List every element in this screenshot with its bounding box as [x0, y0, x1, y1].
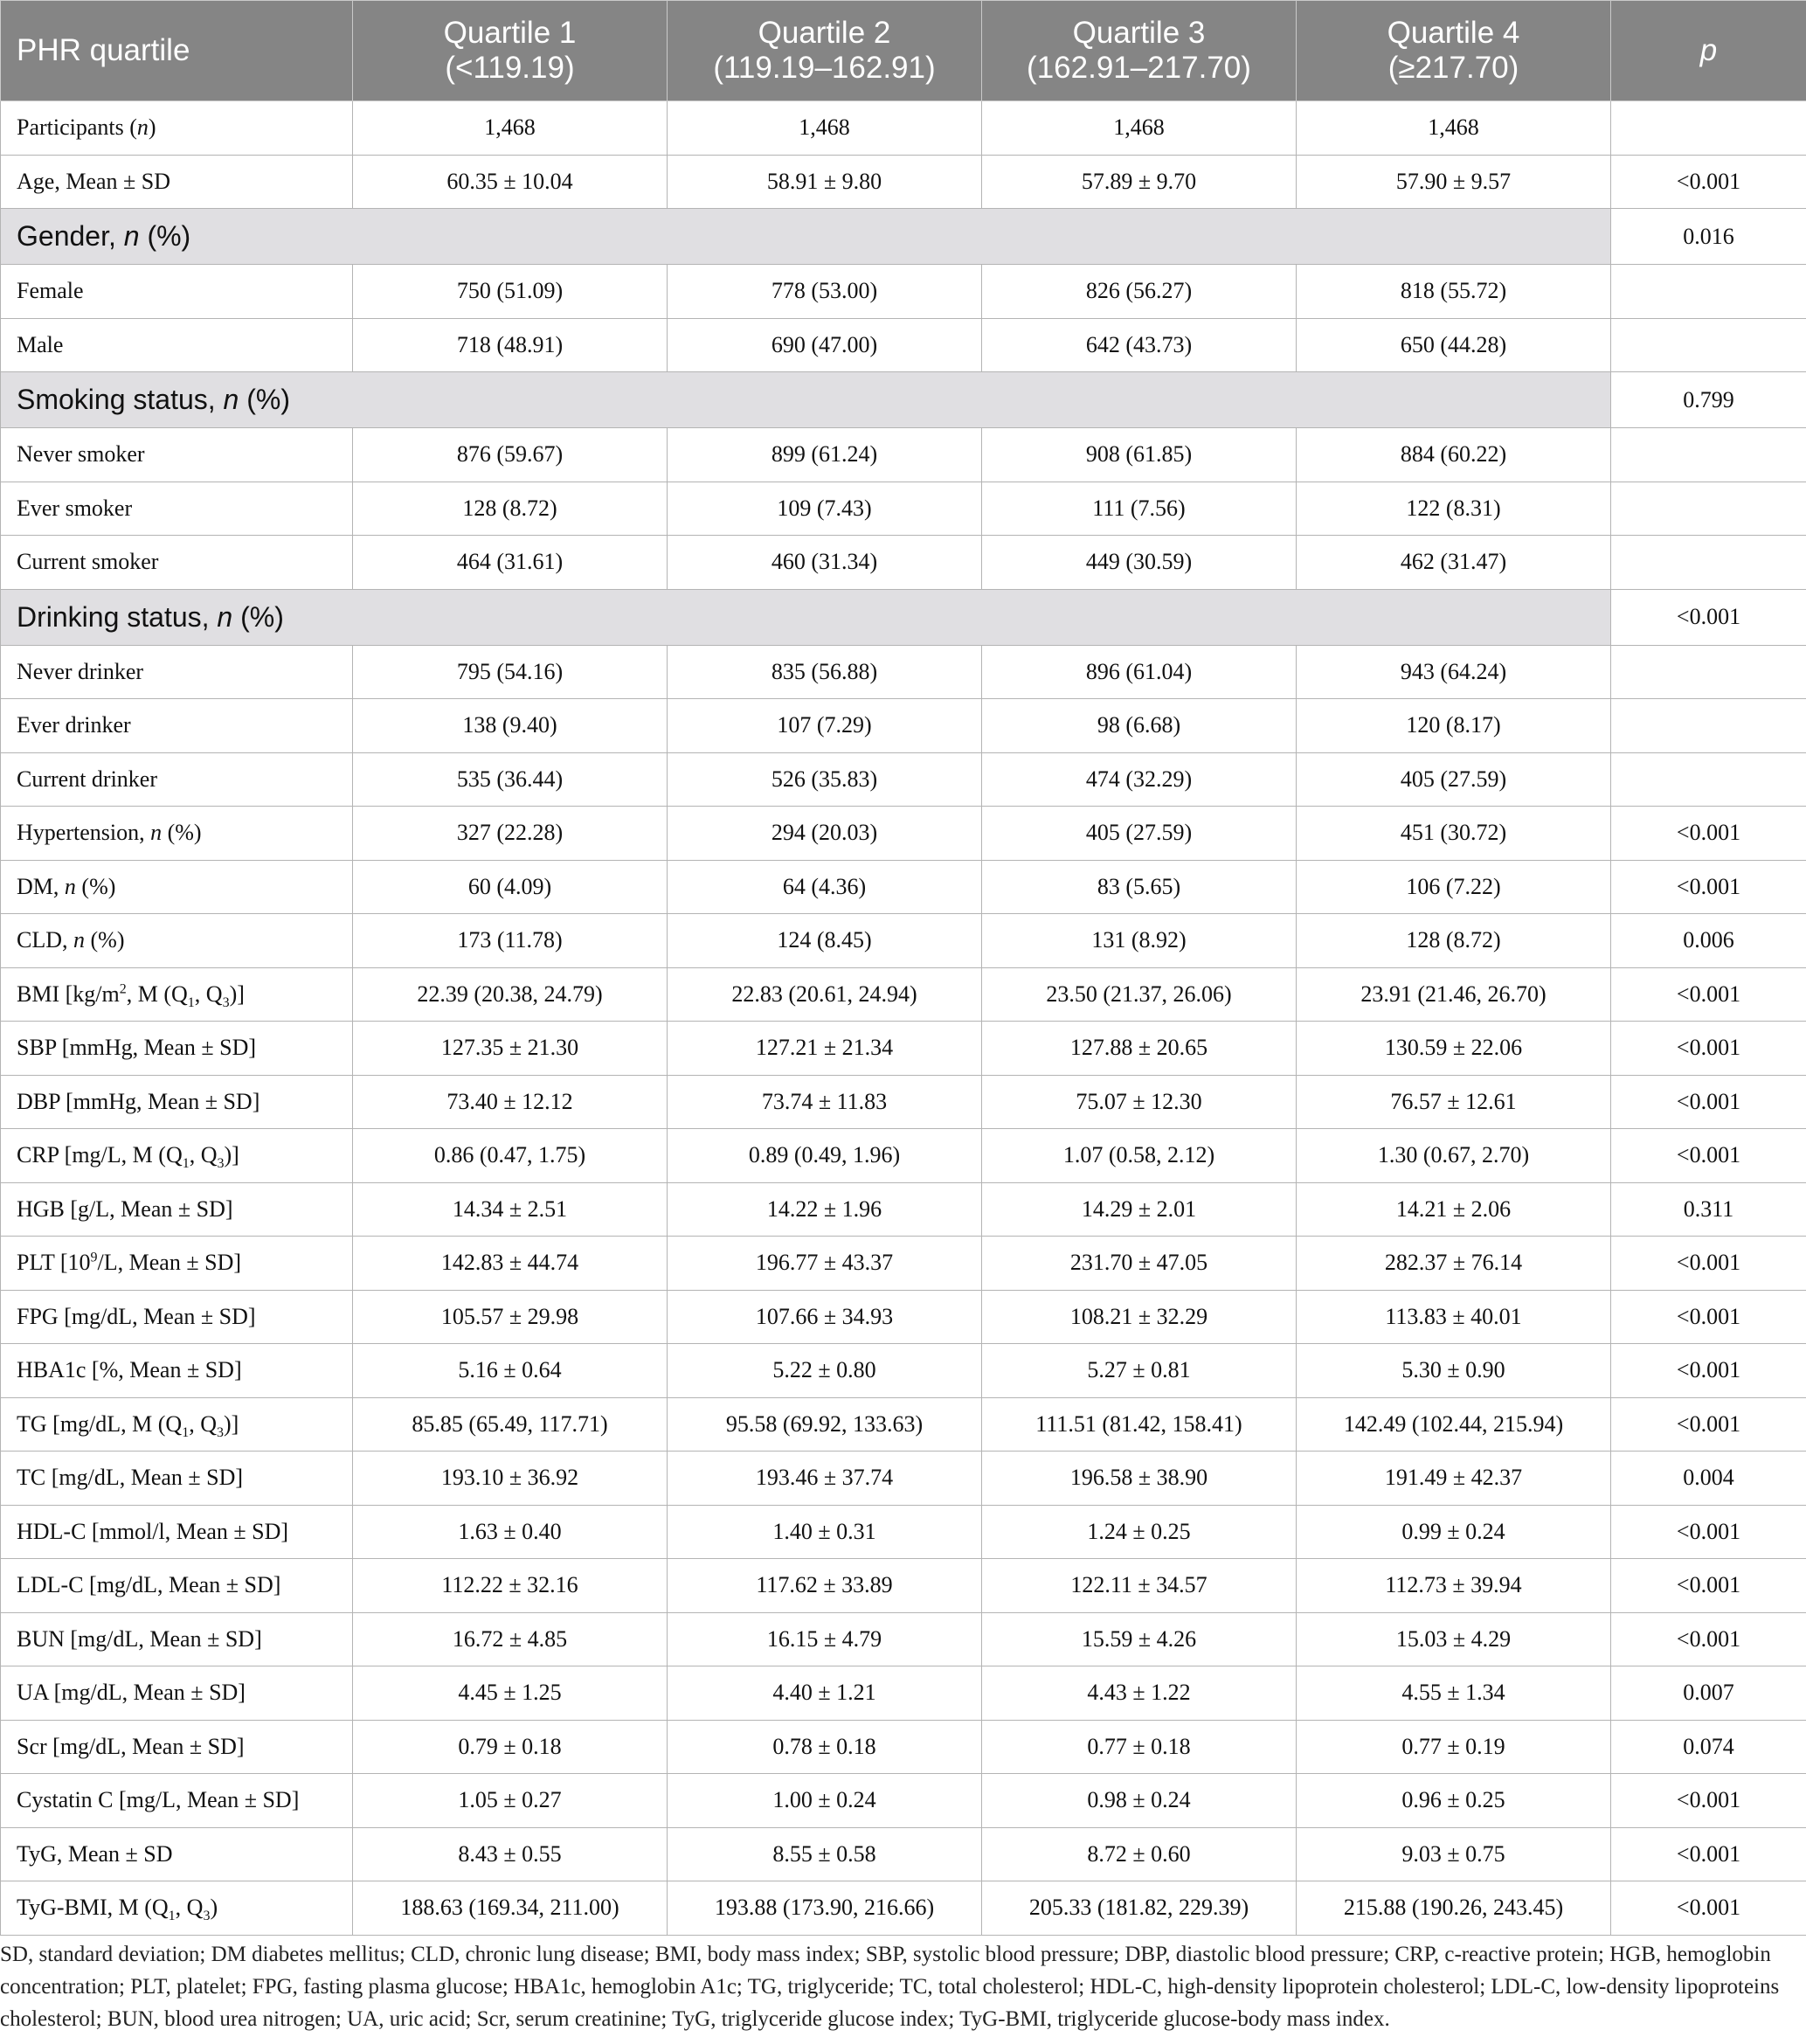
p-value-cell: <0.001	[1611, 1612, 1806, 1666]
quartile-1-cell: 1.63 ± 0.40	[353, 1505, 668, 1559]
table-row	[1, 645, 1806, 699]
table-row	[1, 1290, 1806, 1344]
table-row	[1, 807, 1806, 861]
header-quartile-4	[1297, 1, 1611, 101]
p-value-cell	[1611, 699, 1806, 753]
p-value-cell: <0.001	[1611, 967, 1806, 1022]
quartile-2-cell: 196.77 ± 43.37	[668, 1237, 982, 1291]
header-p-value: p	[1611, 1, 1806, 101]
quartile-3-cell: 231.70 ± 47.05	[982, 1237, 1297, 1291]
row-label: Never smoker	[1, 428, 353, 482]
row-label: LDL-C [mg/dL, Mean ± SD]	[1, 1559, 353, 1613]
header-quartile-1-range: (<119.19)	[445, 51, 575, 85]
header-phr-quartile: PHR quartile	[1, 1, 353, 101]
p-value-cell	[1611, 265, 1806, 319]
quartile-1-cell: 85.85 (65.49, 117.71)	[353, 1397, 668, 1452]
p-value-cell: <0.001	[1611, 1505, 1806, 1559]
row-label: Ever smoker	[1, 482, 353, 536]
quartile-4-cell: 106 (7.22)	[1297, 860, 1611, 914]
quartile-4-cell: 0.99 ± 0.24	[1297, 1505, 1611, 1559]
p-value-cell	[1611, 101, 1806, 156]
quartile-3-cell: 405 (27.59)	[982, 807, 1297, 861]
table-row	[1, 1559, 1806, 1613]
p-value-cell	[1611, 482, 1806, 536]
table-row	[1, 1774, 1806, 1828]
section-row	[1, 589, 1806, 645]
table-row	[1, 265, 1806, 319]
row-label: Age, Mean ± SD	[1, 155, 353, 209]
table-row	[1, 1452, 1806, 1506]
p-value-cell: <0.001	[1611, 860, 1806, 914]
quartile-3-cell: 0.77 ± 0.18	[982, 1720, 1297, 1774]
p-value-cell: <0.001	[1611, 1397, 1806, 1452]
quartile-2-cell: 193.46 ± 37.74	[668, 1452, 982, 1506]
quartile-3-cell: 127.88 ± 20.65	[982, 1022, 1297, 1076]
quartile-1-cell: 16.72 ± 4.85	[353, 1612, 668, 1666]
table-row	[1, 1022, 1806, 1076]
quartile-2-cell: 58.91 ± 9.80	[668, 155, 982, 209]
row-label: DM, n (%)	[1, 860, 353, 914]
quartile-2-cell: 1.00 ± 0.24	[668, 1774, 982, 1828]
quartile-1-cell: 188.63 (169.34, 211.00)	[353, 1881, 668, 1936]
quartile-1-cell: 4.45 ± 1.25	[353, 1666, 668, 1721]
p-value-cell	[1611, 536, 1806, 590]
p-value-cell	[1611, 645, 1806, 699]
quartile-4-cell: 15.03 ± 4.29	[1297, 1612, 1611, 1666]
table-row	[1, 1237, 1806, 1291]
p-value-cell: 0.007	[1611, 1666, 1806, 1721]
quartile-2-cell: 73.74 ± 11.83	[668, 1075, 982, 1129]
row-label: FPG [mg/dL, Mean ± SD]	[1, 1290, 353, 1344]
quartile-2-cell: 117.62 ± 33.89	[668, 1559, 982, 1613]
quartile-1-cell: 795 (54.16)	[353, 645, 668, 699]
table-row	[1, 699, 1806, 753]
p-value-cell: 0.004	[1611, 1452, 1806, 1506]
p-value-cell: <0.001	[1611, 1827, 1806, 1881]
row-label: HBA1c [%, Mean ± SD]	[1, 1344, 353, 1398]
quartile-2-cell: 690 (47.00)	[668, 318, 982, 372]
table-header	[1, 1, 1806, 101]
header-quartile-3	[982, 1, 1297, 101]
header-quartile-3-title: Quartile 3	[1072, 16, 1206, 50]
quartile-3-cell: 15.59 ± 4.26	[982, 1612, 1297, 1666]
row-label: TyG-BMI, M ($Q_1$, $Q_3$)	[1, 1881, 353, 1936]
table-row	[1, 1505, 1806, 1559]
row-label: UA [mg/dL, Mean ± SD]	[1, 1666, 353, 1721]
quartile-3-cell: 122.11 ± 34.57	[982, 1559, 1297, 1613]
quartile-2-cell: 5.22 ± 0.80	[668, 1344, 982, 1398]
table-row	[1, 1827, 1806, 1881]
table-row	[1, 536, 1806, 590]
quartile-3-cell: 83 (5.65)	[982, 860, 1297, 914]
table-row	[1, 318, 1806, 372]
quartile-4-cell: 650 (44.28)	[1297, 318, 1611, 372]
quartile-3-cell: 57.89 ± 9.70	[982, 155, 1297, 209]
p-value-cell: <0.001	[1611, 1075, 1806, 1129]
table-row	[1, 1344, 1806, 1398]
quartile-3-cell: 98 (6.68)	[982, 699, 1297, 753]
quartile-4-cell: 122 (8.31)	[1297, 482, 1611, 536]
row-label: CLD, n (%)	[1, 914, 353, 968]
quartile-4-cell: 215.88 (190.26, 243.45)	[1297, 1881, 1611, 1936]
table-row	[1, 914, 1806, 968]
table-row	[1, 482, 1806, 536]
quartile-1-cell: 14.34 ± 2.51	[353, 1182, 668, 1237]
p-value-cell: <0.001	[1611, 1129, 1806, 1183]
p-value-cell: 0.006	[1611, 914, 1806, 968]
quartile-4-cell: 142.49 (102.44, 215.94)	[1297, 1397, 1611, 1452]
table-row	[1, 1397, 1806, 1452]
quartile-2-cell: 1.40 ± 0.31	[668, 1505, 982, 1559]
quartile-4-cell: 76.57 ± 12.61	[1297, 1075, 1611, 1129]
row-label: SBP [mmHg, Mean ± SD]	[1, 1022, 353, 1076]
p-value-cell: 0.074	[1611, 1720, 1806, 1774]
quartile-3-cell: 474 (32.29)	[982, 752, 1297, 807]
table-row	[1, 1129, 1806, 1183]
p-value-cell: <0.001	[1611, 1344, 1806, 1398]
row-label: Participants (n)	[1, 101, 353, 156]
quartile-3-cell: 23.50 (21.37, 26.06)	[982, 967, 1297, 1022]
table-row	[1, 1881, 1806, 1936]
quartile-4-cell: 1.30 (0.67, 2.70)	[1297, 1129, 1611, 1183]
quartile-3-cell: 111 (7.56)	[982, 482, 1297, 536]
quartile-4-cell: 57.90 ± 9.57	[1297, 155, 1611, 209]
p-value-cell: 0.311	[1611, 1182, 1806, 1237]
header-quartile-2-range: (119.19–162.91)	[713, 51, 936, 85]
p-value-cell: <0.001	[1611, 155, 1806, 209]
p-value-cell: <0.001	[1611, 1774, 1806, 1828]
quartile-3-cell: 0.98 ± 0.24	[982, 1774, 1297, 1828]
table-row	[1, 860, 1806, 914]
row-label: TG [mg/dL, M ($Q_1$, $Q_3$)]	[1, 1397, 353, 1452]
header-quartile-1	[353, 1, 668, 101]
header-quartile-1-title: Quartile 1	[443, 16, 577, 50]
quartile-3-cell: 8.72 ± 0.60	[982, 1827, 1297, 1881]
quartile-4-cell: 120 (8.17)	[1297, 699, 1611, 753]
p-value-cell	[1611, 752, 1806, 807]
quartile-1-cell: 127.35 ± 21.30	[353, 1022, 668, 1076]
p-value-cell: <0.001	[1611, 807, 1806, 861]
quartile-2-cell: 14.22 ± 1.96	[668, 1182, 982, 1237]
quartile-1-cell: 142.83 ± 44.74	[353, 1237, 668, 1291]
header-quartile-4-title: Quartile 4	[1387, 16, 1520, 50]
row-label: BUN [mg/dL, Mean ± SD]	[1, 1612, 353, 1666]
quartile-3-cell: 896 (61.04)	[982, 645, 1297, 699]
row-label: Current smoker	[1, 536, 353, 590]
quartile-1-cell: 876 (59.67)	[353, 428, 668, 482]
section-row	[1, 372, 1806, 428]
table-row	[1, 428, 1806, 482]
quartile-1-cell: 60.35 ± 10.04	[353, 155, 668, 209]
quartile-4-cell: 5.30 ± 0.90	[1297, 1344, 1611, 1398]
quartile-3-cell: 642 (43.73)	[982, 318, 1297, 372]
quartile-3-cell: 908 (61.85)	[982, 428, 1297, 482]
quartile-4-cell: 405 (27.59)	[1297, 752, 1611, 807]
quartile-2-cell: 124 (8.45)	[668, 914, 982, 968]
p-value-cell: <0.001	[1611, 1022, 1806, 1076]
p-value-cell: <0.001	[1611, 589, 1806, 645]
quartile-2-cell: 109 (7.43)	[668, 482, 982, 536]
quartile-2-cell: 0.78 ± 0.18	[668, 1720, 982, 1774]
row-label: TyG, Mean ± SD	[1, 1827, 353, 1881]
p-value-cell: <0.001	[1611, 1881, 1806, 1936]
quartile-1-cell: 73.40 ± 12.12	[353, 1075, 668, 1129]
quartile-1-cell: 750 (51.09)	[353, 265, 668, 319]
table-row	[1, 1720, 1806, 1774]
quartile-1-cell: 5.16 ± 0.64	[353, 1344, 668, 1398]
section-label: Gender, n (%)	[1, 209, 1611, 265]
quartile-2-cell: 0.89 (0.49, 1.96)	[668, 1129, 982, 1183]
quartile-2-cell: 16.15 ± 4.79	[668, 1612, 982, 1666]
quartile-1-cell: 718 (48.91)	[353, 318, 668, 372]
quartile-3-cell: 111.51 (81.42, 158.41)	[982, 1397, 1297, 1452]
quartile-3-cell: 14.29 ± 2.01	[982, 1182, 1297, 1237]
section-label: Drinking status, n (%)	[1, 589, 1611, 645]
quartile-1-cell: 193.10 ± 36.92	[353, 1452, 668, 1506]
quartile-1-cell: 327 (22.28)	[353, 807, 668, 861]
p-value-cell: 0.016	[1611, 209, 1806, 265]
quartile-4-cell: 818 (55.72)	[1297, 265, 1611, 319]
quartile-4-cell: 113.83 ± 40.01	[1297, 1290, 1611, 1344]
row-label: HDL-C [mmol/l, Mean ± SD]	[1, 1505, 353, 1559]
quartile-3-cell: 205.33 (181.82, 229.39)	[982, 1881, 1297, 1936]
quartile-2-cell: 8.55 ± 0.58	[668, 1827, 982, 1881]
section-label: Smoking status, n (%)	[1, 372, 1611, 428]
quartile-1-cell: 138 (9.40)	[353, 699, 668, 753]
quartile-1-cell: 105.57 ± 29.98	[353, 1290, 668, 1344]
row-label: HGB [g/L, Mean ± SD]	[1, 1182, 353, 1237]
quartile-4-cell: 191.49 ± 42.37	[1297, 1452, 1611, 1506]
quartile-2-cell: 526 (35.83)	[668, 752, 982, 807]
quartile-2-cell: 294 (20.03)	[668, 807, 982, 861]
row-label: BMI [$kg/m^2$, M ($Q_1$, $Q_3$)]	[1, 967, 353, 1022]
row-label: PLT [$10^9/L$, Mean ± SD]	[1, 1237, 353, 1291]
quartile-4-cell: 112.73 ± 39.94	[1297, 1559, 1611, 1613]
quartile-4-cell: 282.37 ± 76.14	[1297, 1237, 1611, 1291]
quartile-2-cell: 22.83 (20.61, 24.94)	[668, 967, 982, 1022]
quartile-4-cell: 128 (8.72)	[1297, 914, 1611, 968]
table-body	[1, 101, 1806, 1936]
row-label: TC [mg/dL, Mean ± SD]	[1, 1452, 353, 1506]
quartile-1-cell: 1.05 ± 0.27	[353, 1774, 668, 1828]
quartile-3-cell: 826 (56.27)	[982, 265, 1297, 319]
quartile-4-cell: 1,468	[1297, 101, 1611, 156]
p-value-cell	[1611, 428, 1806, 482]
table-footnote: SD, standard deviation; DM diabetes mellitus; CLD, chronic lung disease; BMI, body mass index; SBP, systolic blood pressure; DBP, diastolic blood pressure; CRP, c-reactive protein; HGB, hemoglobin concentration; PLT, platelet; FPG, fasting plasma glucose; HBA1c, hemoglobin A1c; TG, triglyceride; TC, total cholesterol; HDL-C, high-density lipoprotein cholesterol; LDL-C, low-density lipoproteins cholesterol; BUN, blood urea nitrogen; UA, uric acid; Scr, serum creatinine; TyG, triglyceride glucose index; TyG-BMI, triglyceride glucose-body mass index.	[0, 1943, 1780, 2031]
quartile-2-cell: 107 (7.29)	[668, 699, 982, 753]
header-row	[1, 1, 1806, 101]
quartile-4-cell: 23.91 (21.46, 26.70)	[1297, 967, 1611, 1022]
p-value-cell	[1611, 318, 1806, 372]
quartile-4-cell: 9.03 ± 0.75	[1297, 1827, 1611, 1881]
quartile-4-cell: 0.77 ± 0.19	[1297, 1720, 1611, 1774]
table-row	[1, 1612, 1806, 1666]
row-label: Female	[1, 265, 353, 319]
quartile-1-cell: 0.79 ± 0.18	[353, 1720, 668, 1774]
quartile-2-cell: 1,468	[668, 101, 982, 156]
row-label: Current drinker	[1, 752, 353, 807]
quartile-3-cell: 449 (30.59)	[982, 536, 1297, 590]
quartile-4-cell: 4.55 ± 1.34	[1297, 1666, 1611, 1721]
quartile-3-cell: 1.07 (0.58, 2.12)	[982, 1129, 1297, 1183]
p-value-cell: <0.001	[1611, 1559, 1806, 1613]
header-quartile-2-title: Quartile 2	[758, 16, 891, 50]
quartile-1-cell: 60 (4.09)	[353, 860, 668, 914]
table-row	[1, 967, 1806, 1022]
p-value-cell: 0.799	[1611, 372, 1806, 428]
row-label: Never drinker	[1, 645, 353, 699]
row-label: DBP [mmHg, Mean ± SD]	[1, 1075, 353, 1129]
header-quartile-3-range: (162.91–217.70)	[1027, 51, 1251, 85]
quartile-4-cell: 943 (64.24)	[1297, 645, 1611, 699]
table-row	[1, 155, 1806, 209]
table-row	[1, 752, 1806, 807]
quartile-3-cell: 131 (8.92)	[982, 914, 1297, 968]
header-quartile-4-range: (≥217.70)	[1387, 51, 1519, 85]
quartile-2-cell: 193.88 (173.90, 216.66)	[668, 1881, 982, 1936]
quartile-3-cell: 1.24 ± 0.25	[982, 1505, 1297, 1559]
p-value-cell: <0.001	[1611, 1290, 1806, 1344]
quartile-1-cell: 173 (11.78)	[353, 914, 668, 968]
quartile-4-cell: 451 (30.72)	[1297, 807, 1611, 861]
quartile-2-cell: 107.66 ± 34.93	[668, 1290, 982, 1344]
quartile-1-cell: 1,468	[353, 101, 668, 156]
quartile-4-cell: 884 (60.22)	[1297, 428, 1611, 482]
quartile-1-cell: 22.39 (20.38, 24.79)	[353, 967, 668, 1022]
row-label: CRP [mg/L, M ($Q_1$, $Q_3$)]	[1, 1129, 353, 1183]
quartile-2-cell: 64 (4.36)	[668, 860, 982, 914]
quartile-2-cell: 835 (56.88)	[668, 645, 982, 699]
quartile-1-cell: 128 (8.72)	[353, 482, 668, 536]
table-row	[1, 101, 1806, 156]
quartile-3-cell: 5.27 ± 0.81	[982, 1344, 1297, 1398]
quartile-2-cell: 778 (53.00)	[668, 265, 982, 319]
section-row	[1, 209, 1806, 265]
row-label: Hypertension, n (%)	[1, 807, 353, 861]
quartile-1-cell: 112.22 ± 32.16	[353, 1559, 668, 1613]
quartile-4-cell: 0.96 ± 0.25	[1297, 1774, 1611, 1828]
quartile-4-cell: 462 (31.47)	[1297, 536, 1611, 590]
table-row	[1, 1182, 1806, 1237]
header-quartile-2	[668, 1, 982, 101]
quartile-4-cell: 130.59 ± 22.06	[1297, 1022, 1611, 1076]
quartile-4-cell: 14.21 ± 2.06	[1297, 1182, 1611, 1237]
table-row	[1, 1666, 1806, 1721]
quartile-3-cell: 1,468	[982, 101, 1297, 156]
quartile-1-cell: 464 (31.61)	[353, 536, 668, 590]
quartile-2-cell: 460 (31.34)	[668, 536, 982, 590]
quartile-1-cell: 0.86 (0.47, 1.75)	[353, 1129, 668, 1183]
row-label: Male	[1, 318, 353, 372]
row-label: Ever drinker	[1, 699, 353, 753]
quartile-2-cell: 899 (61.24)	[668, 428, 982, 482]
p-value-cell: <0.001	[1611, 1237, 1806, 1291]
quartile-2-cell: 95.58 (69.92, 133.63)	[668, 1397, 982, 1452]
row-label: Scr [mg/dL, Mean ± SD]	[1, 1720, 353, 1774]
quartile-3-cell: 196.58 ± 38.90	[982, 1452, 1297, 1506]
table-row	[1, 1075, 1806, 1129]
quartile-2-cell: 127.21 ± 21.34	[668, 1022, 982, 1076]
quartile-2-cell: 4.40 ± 1.21	[668, 1666, 982, 1721]
quartile-3-cell: 4.43 ± 1.22	[982, 1666, 1297, 1721]
row-label: Cystatin C [mg/L, Mean ± SD]	[1, 1774, 353, 1828]
quartile-3-cell: 75.07 ± 12.30	[982, 1075, 1297, 1129]
quartile-3-cell: 108.21 ± 32.29	[982, 1290, 1297, 1344]
quartile-1-cell: 535 (36.44)	[353, 752, 668, 807]
quartile-1-cell: 8.43 ± 0.55	[353, 1827, 668, 1881]
